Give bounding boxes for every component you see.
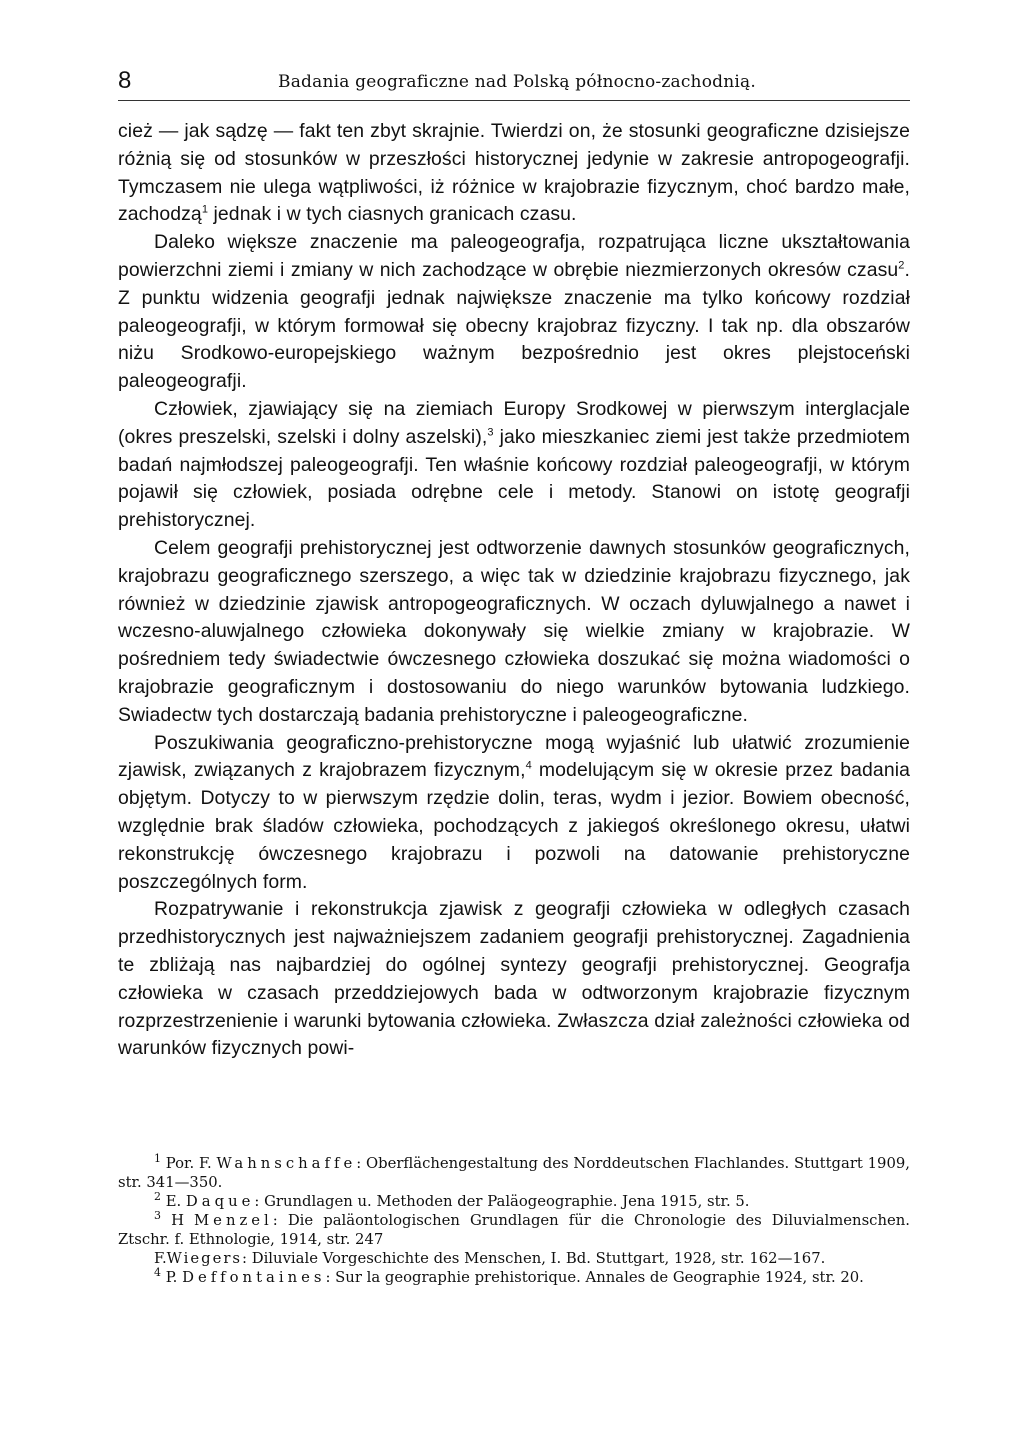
paragraph: Celem geografji prehistorycznej jest odtworzenie dawnych stosunków geograficznych, krajobrazu geograficznego szerszego, a więc tak w dziedzinie krajobrazu fizycznego, jak również w dziedzinie zjawisk antropogeograficznych. W oczach dyluwjalnego a nawet i wczesno-aluwjalnego człowieka dokonywały się wielkie zmiany w krajobrazie. W pośredniem tedy świadectwie ówczesnego człowieka doszukać się można wiadomości o krajobrazie geograficznym i dostosowaniu do niego warunków bytowania ludzkiego. Swiadectw tych dostarczają badania prehistoryczne i paleogeograficzne. <box>118 536 910 726</box>
running-title: Badania geograficzne nad Polską północno-zachodnią. <box>278 72 756 92</box>
footnote-reference: 1 <box>201 203 209 216</box>
paragraph <box>118 396 910 535</box>
text-run: : Grundlagen u. Methoden der Paläogeographie. Jena 1915, str. 5. <box>254 1193 750 1210</box>
text-run: Poszukiwania geograficzno-prehistoryczne mogą wyjaśnić lub ułatwić zrozumienie zjawisk, związanych z krajobrazem fizycznym, <box>118 731 910 782</box>
footnote-mark: 1 <box>154 1152 161 1166</box>
footnotes <box>118 1154 910 1287</box>
author-name: Wahnschaffe <box>216 1155 357 1172</box>
author-name: Menzel <box>194 1212 273 1229</box>
page-number: 8 <box>118 67 132 94</box>
text-run: P. <box>161 1269 183 1286</box>
text-run: : Oberflächengestaltung des Norddeutschen Flachlandes. Stuttgart 1909, str. 341—350. <box>118 1155 910 1191</box>
paragraph <box>118 229 910 396</box>
text-run: H <box>161 1212 195 1229</box>
footnote-mark: 2 <box>154 1190 161 1204</box>
text-run: Człowiek, zjawiający się na ziemiach Europy Srodkowej w pierwszym interglacjale (okres preszelski, szelski i dolny aszelski), <box>118 397 910 448</box>
text-run: : Die paläontologischen Grundlagen für die Chronologie des Diluvialmenschen. Ztschr. f. Ethnologie, 1914, str. 247 <box>118 1212 910 1248</box>
text-run: modelującym się w okresie przez badania objętym. Dotyczy to w pierwszym rzędzie dolin, teras, wydm i jezior. Bowiem obecność, względnie brak śladów człowieka, pochodzących z jakiegoś określonego okresu, ułatwi rekonstrukcję ówczesnego krajobrazu i pozwoli na datowanie prehistoryczne poszczególnych form. <box>118 759 910 893</box>
paragraph <box>118 730 910 897</box>
paragraph <box>118 118 910 229</box>
text-run: F. <box>154 1250 167 1267</box>
text-run: E. <box>161 1193 186 1210</box>
author-name: Deffontaines <box>182 1269 326 1286</box>
text-run: jako mieszkaniec ziemi jest także przedmiotem badań najmłodszej paleogeografji. Ten właśnie końcowy rozdział paleogeografji, w którym pojawił się człowiek, posiada odrębne cele i metody. Stanowi on istotę geografji prehistorycznej. <box>118 425 910 532</box>
text-run: Por. F. <box>161 1155 217 1172</box>
text-run: jednak i w tych ciasnych granicach czasu. <box>208 203 577 226</box>
footnote-mark: 3 <box>154 1209 161 1223</box>
text-run: . Z punktu widzenia geografji jednak największe znaczenie ma tylko końcowy rozdział paleogeografji, w którym formował się obecny krajobraz fizyczny. I tak np. dla obszarów niżu Srodkowo-europejskiego ważnym bezpośrednio jest okres plejstoceński paleogeografji. <box>118 258 910 393</box>
footnote-reference: 4 <box>525 759 532 772</box>
paragraph: Rozpatrywanie i rekonstrukcja zjawisk z geografji człowieka w odległych czasach przedhistorycznych jest najważniejszem zadaniem geografji prehistorycznej. Zagadnienia te zbliżają nas najbardziej do ogólnej syntezy geografji prehistorycznej. Geografja człowieka w czasach przeddziejowych bada w odtworzonym krajobrazie fizycznym rozprzestrzenienie i warunki bytowania człowieka. Zwłaszcza dział zależności człowieka od warunków fizycznych powi- <box>118 898 910 1060</box>
text-run: : Diluviale Vorgeschichte des Menschen, I. Bd. Stuttgart, 1928, str. 162—167. <box>242 1250 826 1267</box>
footnote <box>118 1249 910 1268</box>
footnote-reference: 3 <box>487 426 494 439</box>
page-header <box>118 66 910 101</box>
main-text <box>118 118 910 1063</box>
text-run: Daleko większe znaczenie ma paleogeografja, rozpatrująca liczne ukształtowania powierzchni ziemi i zmiany w nich zachodzące w obrębie niezmierzonych okresów czasu <box>118 231 910 281</box>
footnote-mark: 4 <box>154 1266 161 1280</box>
footnote <box>118 1154 910 1192</box>
text-run: : Sur la geographie prehistorique. Annales de Geographie 1924, str. 20. <box>325 1269 864 1286</box>
text-run: cież — jak sądzę — fakt ten zbyt skrajnie. Twierdzi on, że stosunki geograficzne dzisiejsze różnią się od stosunków w przeszłości historycznej jedynie w zakresie antropogeografji. Tymczasem nie ulega wątpliwości, iż różnice w krajobrazie fizycznym, choć bardzo małe, zachodzą <box>118 120 910 226</box>
author-name: Daque <box>185 1193 255 1210</box>
footnote-reference: 2 <box>898 259 905 272</box>
author-name: Wiegers <box>166 1250 243 1267</box>
footnote <box>118 1192 910 1211</box>
footnote <box>118 1268 910 1287</box>
footnote <box>118 1211 910 1249</box>
